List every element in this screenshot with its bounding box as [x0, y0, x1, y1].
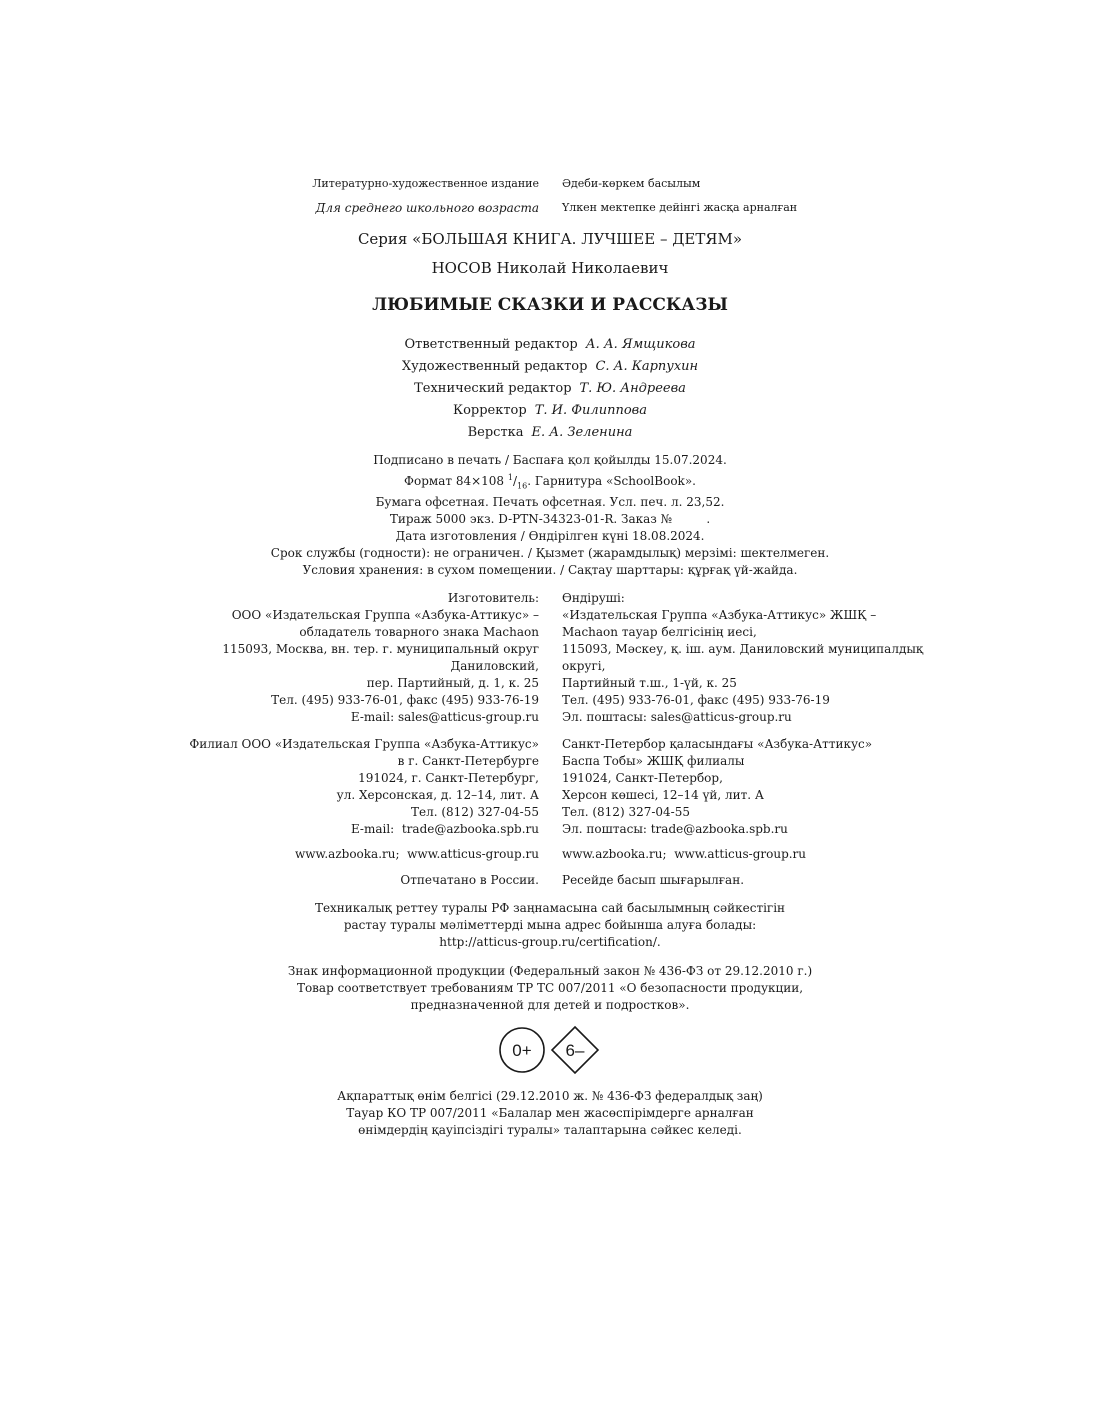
staff-role: Художественный редактор	[401, 359, 588, 374]
staff-name: Т. Ю. Андреева	[579, 381, 686, 396]
printed-in-kz: Ресейде басып шығарылған.	[562, 873, 745, 887]
staff-name: А. А. Ямщикова	[585, 337, 696, 352]
manufacturer-ru: Изготовитель: ООО «Издательская Группа «Азбука-Аттикус» – обладатель товарного знака Machaon 115093, Москва, вн. тер. г. муниципальный округ Даниловский, пер. Партийный, д. 1, к. 25 Тел. (495) 933-76-01, факс (495) 933-76-19 E-mail: sales@atticus-group.ru	[222, 591, 539, 724]
made-date: Дата изготовления / Өндірілген күні 18.08.2024.	[395, 529, 705, 544]
staff-row	[0, 334, 1100, 356]
age-rating-badges	[496, 1025, 606, 1075]
staff-role: Верстка	[467, 425, 524, 440]
info-product-ru: Знак информационной продукции (Федеральный закон № 436-ФЗ от 29.12.2010 г.) Товар соответствует требованиям ТР ТС 007/2011 «О безопасности продукции, предназначенной для детей и подростков».	[287, 964, 813, 1012]
staff-row	[0, 400, 1100, 422]
staff-name: Т. И. Филиппова	[534, 403, 647, 418]
age-group-kz: Үлкен мектепке дейінгі жасқа арналған	[562, 201, 798, 214]
staff-name: Е. А. Зеленина	[531, 425, 633, 440]
branch-kz: Санкт-Петербор қаласындағы «Азбука-Аттикус» Баспа Тобы» ЖШҚ филиалы 191024, Санкт-Петербор, Херсон көшесі, 12–14 үй, лит. А Тел. (812) 327-04-55 Эл. поштасы: trade@azbooka.spb.ru	[562, 737, 873, 836]
run-line: Тираж 5000 экз. D-PTN-34323-01-R. Заказ № .	[389, 512, 711, 527]
author-name: НОСОВ Николай Николаевич	[431, 259, 669, 277]
paper-line: Бумага офсетная. Печать офсетная. Усл. печ. л. 23,52.	[375, 495, 725, 510]
age-group-ru: Для среднего школьного возраста	[315, 201, 539, 215]
series-title: Серия «БОЛЬШАЯ КНИГА. ЛУЧШЕЕ – ДЕТЯМ»	[357, 230, 743, 248]
staff-name: С. А. Карпухин	[595, 359, 699, 374]
info-product-kz: Ақпараттық өнім белгісі (29.12.2010 ж. № 436-ФЗ федералдық заң) Тауар КО ТР 007/2011 «Балалар мен жасөспірімдерге арналған өнімдердің қауіпсіздігі туралы» талаптарына сәйкес келеді.	[337, 1089, 763, 1137]
age-diamond-label: 6–	[565, 1041, 585, 1060]
print-info	[0, 452, 1100, 579]
branch-ru: Филиал ООО «Издательская Группа «Азбука-Аттикус» в г. Санкт-Петербурге 191024, г. Санкт-Петербург, ул. Херсонская, д. 12–14, лит. А Тел. (812) 327-04-55 E-mail: trade@azbooka.spb.ru	[189, 737, 539, 836]
staff-role: Ответственный редактор	[404, 337, 578, 352]
storage-conditions: Условия хранения: в сухом помещении. / Сақтау шарттары: құрғақ үй-жайда.	[302, 563, 798, 578]
signed-date: Подписано в печать / Баспаға қол қойылды 15.07.2024.	[373, 453, 727, 467]
format-line: Формат 84×108 $^1/_{16}$. Гарнитура «SchoolBook».	[404, 473, 696, 491]
manufacturer-kz: Өндіруші: «Издательская Группа «Азбука-Аттикус» ЖШҚ – Machaon тауар белгісінің иесі, 115093, Мәскеу, қ. іш. аум. Даниловский муниципалдық округі, Партийный т.ш., 1-үй, к. 25 Тел. (495) 933-76-01, факс (495) 933-76-19 Эл. поштасы: sales@atticus-group.ru	[562, 591, 924, 724]
service-life: Срок службы (годности): не ограничен. / Қызмет (жарамдылық) мерзімі: шектелмеген.	[270, 546, 830, 561]
edition-type-ru: Литературно-художественное издание	[312, 177, 539, 190]
website-links-kz: www.azbooka.ru; www.atticus-group.ru	[562, 847, 807, 861]
staff-row	[0, 356, 1100, 378]
book-title: ЛЮБИМЫЕ СКАЗКИ И РАССКАЗЫ	[372, 295, 728, 315]
printed-in-ru: Отпечатано в России.	[400, 873, 539, 887]
staff-row	[0, 378, 1100, 400]
certification-info: Техникалық реттеу туралы РФ заңнамасына сай басылымның сәйкестігін растау туралы мәліметтерді мына адрес бойынша алуға болады: http://atticus-group.ru/certification/.	[314, 901, 786, 949]
edition-type-kz: Әдеби-көркем басылым	[562, 177, 701, 190]
age-circle-label: 0+	[512, 1041, 532, 1060]
website-links-ru: www.azbooka.ru; www.atticus-group.ru	[294, 847, 539, 861]
staff-role: Технический редактор	[414, 381, 572, 396]
staff-row	[0, 422, 1100, 444]
staff-role: Корректор	[453, 403, 527, 418]
staff-list	[0, 334, 1100, 444]
